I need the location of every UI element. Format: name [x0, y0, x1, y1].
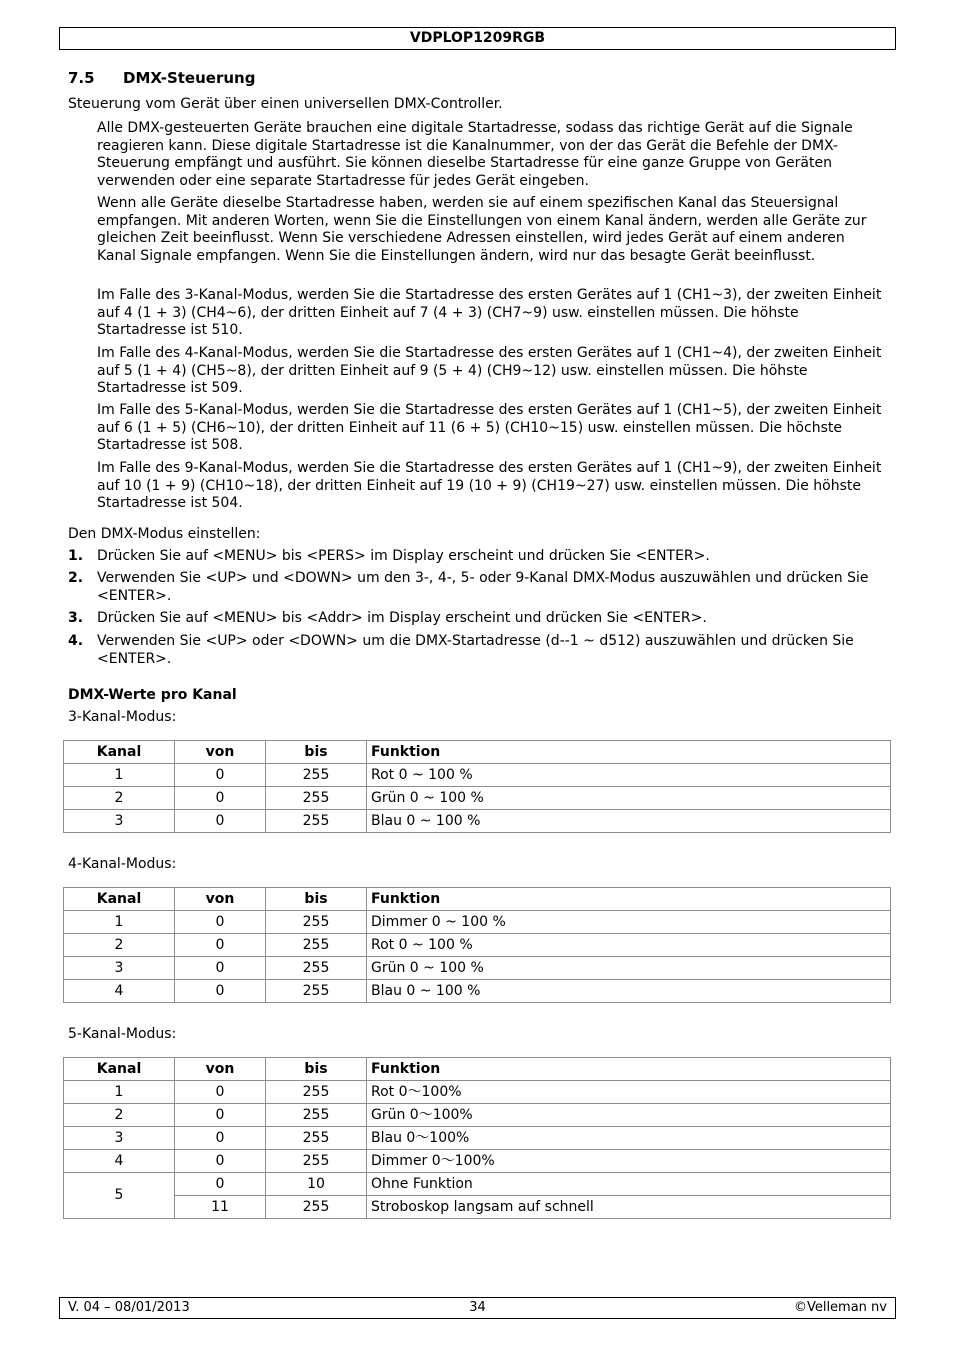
table-row: [64, 957, 891, 980]
cell-funktion: Grün 0 ~ 100 %: [367, 787, 891, 810]
cell-von: 0: [175, 1173, 266, 1196]
step-number: 3.: [68, 610, 84, 626]
cell-kanal: 4: [64, 1150, 175, 1173]
col-funktion: Funktion: [367, 741, 891, 764]
cell-bis: 255: [266, 934, 367, 957]
col-von: von: [175, 888, 266, 911]
cell-bis: 255: [266, 1196, 367, 1219]
cell-funktion: Grün 0 ~ 100 %: [367, 957, 891, 980]
section-title: DMX-Steuerung: [123, 69, 256, 87]
dmx-table-4ch: [63, 887, 891, 1003]
mode-intro: Den DMX-Modus einstellen:: [68, 526, 261, 542]
intro-text: Steuerung vom Gerät über einen universellen DMX-Controller.: [68, 96, 503, 112]
col-kanal: Kanal: [64, 1058, 175, 1081]
cell-kanal: 4: [64, 980, 175, 1003]
cell-bis: 255: [266, 1127, 367, 1150]
table-row: [64, 764, 891, 787]
dmx-table-5ch: [63, 1057, 891, 1219]
section-heading: [68, 69, 255, 87]
cell-funktion: Rot 0～100%: [367, 1081, 891, 1104]
cell-von: 0: [175, 1104, 266, 1127]
dmx-values-heading: DMX-Werte pro Kanal: [68, 687, 237, 703]
step-text: Verwenden Sie <UP> oder <DOWN> um die DMX-Startadresse (d--1 ~ d512) auszuwählen und drücken Sie <ENTER>.: [97, 633, 854, 667]
col-funktion: Funktion: [367, 1058, 891, 1081]
table-header-row: [64, 1058, 891, 1081]
cell-kanal: 1: [64, 764, 175, 787]
cell-von: 0: [175, 1150, 266, 1173]
table-row: [64, 911, 891, 934]
table-row: [64, 1173, 891, 1196]
col-von: von: [175, 1058, 266, 1081]
col-bis: bis: [266, 1058, 367, 1081]
table-label-5ch: 5-Kanal-Modus:: [68, 1026, 177, 1042]
cell-funktion: Blau 0～100%: [367, 1127, 891, 1150]
table-row: [64, 810, 891, 833]
table-row: [64, 1127, 891, 1150]
table-row: [64, 787, 891, 810]
cell-von: 0: [175, 1081, 266, 1104]
cell-bis: 255: [266, 911, 367, 934]
step-number: 1.: [68, 548, 84, 564]
cell-bis: 255: [266, 1081, 367, 1104]
cell-kanal: 5: [64, 1173, 175, 1219]
col-funktion: Funktion: [367, 888, 891, 911]
paragraph: Im Falle des 9-Kanal-Modus, werden Sie die Startadresse des ersten Gerätes auf 1 (CH1~9), der zweiten Einheit auf 10 (1 + 9) (CH10~18), der dritten Einheit auf 19 (10 + 9) (CH19~27) usw. einstellen müssen. Die höhste Startadresse ist 504.: [97, 460, 882, 511]
cell-kanal: 2: [64, 1104, 175, 1127]
col-bis: bis: [266, 888, 367, 911]
dmx-table-3ch: [63, 740, 891, 833]
cell-funktion: Dimmer 0 ~ 100 %: [367, 911, 891, 934]
cell-kanal: 3: [64, 1127, 175, 1150]
table-label-4ch: 4-Kanal-Modus:: [68, 856, 177, 872]
step-text: Verwenden Sie <UP> und <DOWN> um den 3-, 4-, 5- oder 9-Kanal DMX-Modus auszuwählen und drücken Sie <ENTER>.: [97, 570, 869, 604]
cell-bis: 255: [266, 764, 367, 787]
table-label-3ch: 3-Kanal-Modus:: [68, 709, 177, 725]
document-footer: [59, 1297, 896, 1319]
cell-von: 0: [175, 787, 266, 810]
footer-copyright: ©Velleman nv: [793, 1300, 887, 1315]
table-row: [64, 934, 891, 957]
cell-von: 11: [175, 1196, 266, 1219]
cell-von: 0: [175, 1127, 266, 1150]
step-item: [68, 610, 888, 628]
cell-von: 0: [175, 980, 266, 1003]
document-header: [59, 27, 896, 50]
cell-kanal: 1: [64, 911, 175, 934]
step-item: [68, 548, 888, 566]
cell-funktion: Ohne Funktion: [367, 1173, 891, 1196]
cell-kanal: 1: [64, 1081, 175, 1104]
col-von: von: [175, 741, 266, 764]
table-header-row: [64, 888, 891, 911]
cell-funktion: Blau 0 ~ 100 %: [367, 810, 891, 833]
step-text: Drücken Sie auf <MENU> bis <PERS> im Display erscheint und drücken Sie <ENTER>.: [97, 548, 710, 564]
section-number: 7.5: [68, 69, 95, 87]
cell-von: 0: [175, 911, 266, 934]
col-kanal: Kanal: [64, 741, 175, 764]
paragraph: Im Falle des 3-Kanal-Modus, werden Sie die Startadresse des ersten Gerätes auf 1 (CH1~3), der zweiten Einheit auf 4 (1 + 3) (CH4~6), der dritten Einheit auf 7 (4 + 3) (CH7~9) usw. einstellen müssen. Die höhste Startadresse ist 510.: [97, 287, 882, 338]
cell-von: 0: [175, 810, 266, 833]
cell-bis: 255: [266, 1104, 367, 1127]
cell-kanal: 2: [64, 934, 175, 957]
col-bis: bis: [266, 741, 367, 764]
cell-funktion: Rot 0 ~ 100 %: [367, 764, 891, 787]
paragraph: Im Falle des 5-Kanal-Modus, werden Sie die Startadresse des ersten Gerätes auf 1 (CH1~5), der zweiten Einheit auf 6 (1 + 5) (CH6~10), der dritten Einheit auf 11 (6 + 5) (CH10~15) usw. einstellen müssen. Die höchste Startadresse ist 508.: [97, 402, 882, 453]
step-text: Drücken Sie auf <MENU> bis <Addr> im Display erscheint und drücken Sie <ENTER>.: [97, 610, 707, 626]
cell-kanal: 2: [64, 787, 175, 810]
cell-von: 0: [175, 957, 266, 980]
paragraph: Wenn alle Geräte dieselbe Startadresse haben, werden sie auf einem spezifischen Kanal das Steuersignal empfangen. Mit anderen Worten, wenn Sie die Einstellungen von einem Kanal ändern, werden alle Geräte zur gleichen Zeit beeinflusst. Wenn Sie verschiedene Adressen einstellen, wird jedes Gerät auf einem anderen Kanal Signale empfangen. Wenn Sie die Einstellungen ändern, wird nur das besagte Gerät beeinflusst.: [97, 195, 867, 264]
table-row: [64, 1150, 891, 1173]
step-number: 4.: [68, 633, 84, 649]
cell-bis: 255: [266, 787, 367, 810]
cell-bis: 255: [266, 810, 367, 833]
cell-von: 0: [175, 934, 266, 957]
col-kanal: Kanal: [64, 888, 175, 911]
cell-von: 0: [175, 764, 266, 787]
step-item: [68, 570, 888, 605]
cell-funktion: Grün 0～100%: [367, 1104, 891, 1127]
table-row: [64, 1196, 891, 1219]
footer-version: V. 04 – 08/01/2013: [68, 1300, 190, 1315]
cell-funktion: Dimmer 0～100%: [367, 1150, 891, 1173]
cell-funktion: Stroboskop langsam auf schnell: [367, 1196, 891, 1219]
paragraph: Alle DMX-gesteuerten Geräte brauchen eine digitale Startadresse, sodass das richtige Gerät auf die Signale reagieren kann. Diese digitale Startadresse ist die Kanalnummer, von der das Gerät die Befehle der DMX-Steuerung empfängt und ausführt. Sie können dieselbe Startadresse für eine ganze Gruppe von Geräten verwenden oder eine separate Startadresse für jedes Gerät eingeben.: [97, 120, 853, 189]
cell-bis: 255: [266, 980, 367, 1003]
cell-kanal: 3: [64, 957, 175, 980]
table-header-row: [64, 741, 891, 764]
product-code: VDPLOP1209RGB: [409, 30, 546, 46]
table-row: [64, 980, 891, 1003]
cell-bis: 255: [266, 1150, 367, 1173]
step-item: [68, 633, 888, 668]
cell-funktion: Rot 0 ~ 100 %: [367, 934, 891, 957]
cell-bis: 255: [266, 957, 367, 980]
cell-bis: 10: [266, 1173, 367, 1196]
paragraph: Im Falle des 4-Kanal-Modus, werden Sie die Startadresse des ersten Gerätes auf 1 (CH1~4), der zweiten Einheit auf 5 (1 + 4) (CH5~8), der dritten Einheit auf 9 (5 + 4) (CH9~12) usw. einstellen müssen. Die höhste Startadresse ist 509.: [97, 345, 882, 396]
table-row: [64, 1104, 891, 1127]
step-number: 2.: [68, 570, 84, 586]
table-row: [64, 1081, 891, 1104]
page-number: 34: [469, 1300, 486, 1315]
cell-funktion: Blau 0 ~ 100 %: [367, 980, 891, 1003]
cell-kanal: 3: [64, 810, 175, 833]
